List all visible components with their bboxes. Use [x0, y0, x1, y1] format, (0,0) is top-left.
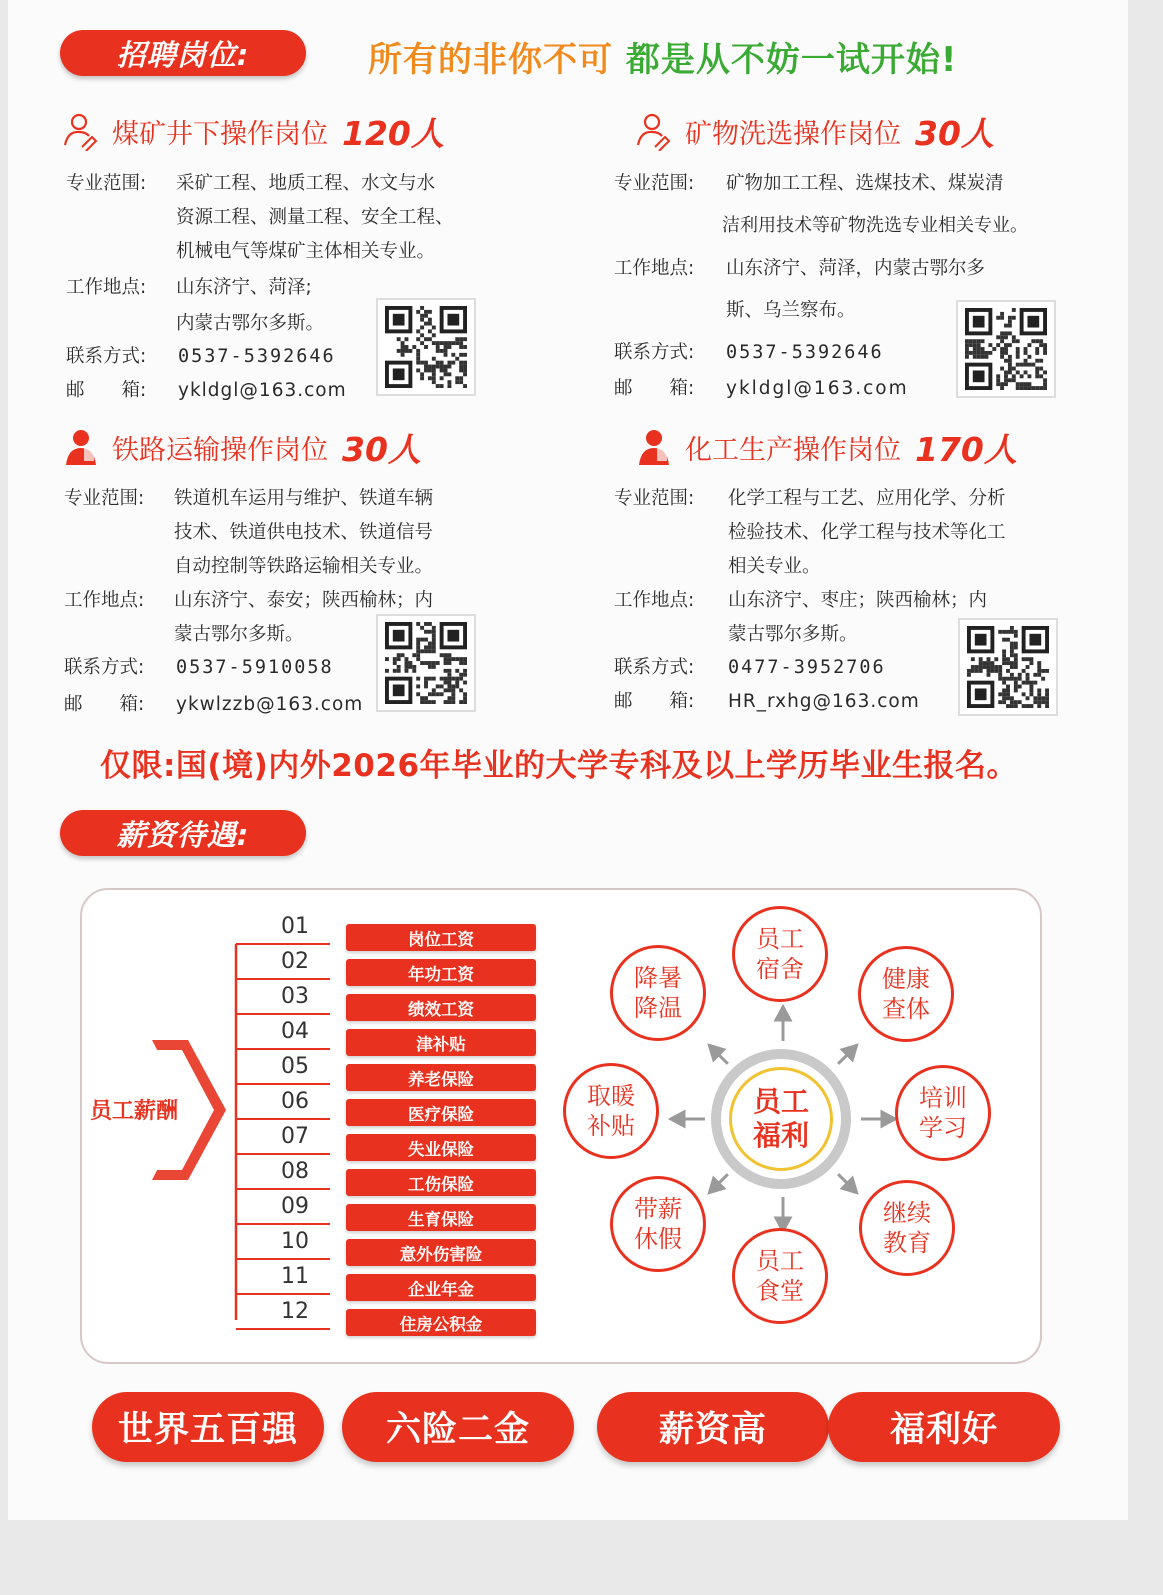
- email-label: 邮 箱:: [64, 694, 145, 715]
- person-filled-icon: [633, 427, 675, 467]
- contact-label: 联系方式:: [64, 657, 145, 678]
- job-card-chemical: [633, 424, 1128, 470]
- welfare-item-label: 员工食堂: [756, 1247, 804, 1305]
- salary-item-number: 05: [281, 1054, 309, 1079]
- welfare-center: [711, 1049, 851, 1189]
- contact-label: 联系方式:: [66, 346, 147, 367]
- slogan-part-b: 都是从不妨一试开始!: [625, 40, 958, 80]
- slogan-part-a: 所有的非你不可: [368, 40, 613, 80]
- job-title-row: [60, 108, 560, 154]
- salary-item-number: 01: [281, 914, 309, 939]
- welfare-item-label: 带薪休假: [634, 1195, 682, 1253]
- salary-item-label: 医疗保险: [346, 1099, 536, 1126]
- major-line: 采矿工程、地质工程、水文与水: [176, 173, 436, 194]
- qr-code-icon: [956, 300, 1056, 398]
- major-line: 化学工程与工艺、应用化学、分析: [728, 488, 1006, 509]
- location-line: 山东济宁、菏泽，内蒙古鄂尔多: [726, 258, 986, 279]
- job-title-row: [633, 424, 1128, 470]
- job-title-row: [60, 424, 560, 470]
- salary-item-label: 意外伤害险: [346, 1239, 536, 1266]
- arrow-head: [882, 1112, 895, 1126]
- contact-phone: 0537-5392646: [178, 346, 336, 367]
- job-name: 化工生产操作岗位: [685, 434, 901, 466]
- contact-label: 联系方式:: [614, 657, 695, 678]
- salary-item-number: 10: [281, 1229, 309, 1254]
- major-label: 专业范围:: [614, 488, 695, 509]
- welfare-item: [859, 1180, 955, 1276]
- welfare-item: [858, 946, 954, 1042]
- qr-code-icon: [958, 618, 1058, 716]
- salary-item-number: 12: [281, 1299, 309, 1324]
- salary-item-label: 绩效工资: [346, 994, 536, 1021]
- location-line: 蒙古鄂尔多斯。: [174, 624, 304, 645]
- major-label: 专业范围:: [66, 173, 147, 194]
- salary-item-number: 09: [281, 1194, 309, 1219]
- welfare-item-label: 培训学习: [919, 1084, 967, 1142]
- major-line: 资源工程、测量工程、安全工程、: [176, 207, 454, 228]
- welfare-center-label: 员工福利: [752, 1085, 809, 1152]
- email-address: ykwlzzb@163.com: [176, 694, 364, 715]
- highlight-pill: 薪资高: [597, 1392, 829, 1462]
- salary-label: 员工薪酬: [90, 1099, 179, 1124]
- email-label: 邮 箱:: [66, 380, 147, 401]
- salary-item-number: 02: [281, 949, 309, 974]
- welfare-item: [610, 1176, 706, 1272]
- salary-item-label: 养老保险: [346, 1064, 536, 1091]
- email-label: 邮 箱:: [614, 691, 695, 712]
- location-label: 工作地点:: [614, 590, 695, 611]
- arrow-head: [776, 1007, 790, 1020]
- location-label: 工作地点:: [64, 590, 145, 611]
- qr-code-icon: [376, 298, 476, 396]
- email-address: ykldgl@163.com: [726, 378, 909, 399]
- major-line: 检验技术、化学工程与技术等化工: [728, 522, 1006, 543]
- salary-item-label: 生育保险: [346, 1204, 536, 1231]
- location-line: 蒙古鄂尔多斯。: [728, 624, 858, 645]
- job-card-coal-mine: [60, 108, 560, 154]
- job-count: 120人: [342, 113, 444, 153]
- highlight-pill: 六险二金: [342, 1392, 574, 1462]
- welfare-item-label: 健康查体: [882, 965, 930, 1023]
- location-label: 工作地点:: [614, 258, 695, 279]
- job-name: 铁路运输操作岗位: [112, 434, 328, 466]
- email-address: ykldgl@163.com: [178, 380, 347, 401]
- location-line: 山东济宁、枣庄；陕西榆林；内: [728, 590, 988, 611]
- contact-phone: 0537-5910058: [176, 657, 334, 678]
- major-line: 洁利用技术等矿物洗选专业相关专业。: [722, 215, 1028, 236]
- location-line: 内蒙古鄂尔多斯。: [176, 313, 325, 334]
- person-filled-icon: [60, 427, 102, 467]
- salary-item-number: 07: [281, 1124, 309, 1149]
- contact-phone: 0477-3952706: [728, 657, 886, 678]
- welfare-item-label: 取暖补贴: [587, 1082, 635, 1140]
- major-label: 专业范围:: [64, 488, 145, 509]
- section-header-salary: [60, 810, 306, 856]
- section-header-salary-text: 薪资待遇:: [116, 817, 250, 852]
- major-label: 专业范围:: [614, 173, 695, 194]
- contact-phone: 0537-5392646: [726, 342, 884, 363]
- salary-item-label: 失业保险: [346, 1134, 536, 1161]
- location-line: 山东济宁、泰安；陕西榆林；内: [174, 590, 434, 611]
- major-line: 矿物加工工程、选煤技术、煤炭清: [726, 173, 1004, 194]
- slogan: [368, 32, 957, 81]
- welfare-item: [563, 1063, 659, 1159]
- location-line: 斯、乌兰察布。: [726, 300, 856, 321]
- job-name: 矿物洗选操作岗位: [685, 118, 901, 150]
- job-count: 170人: [915, 429, 1017, 469]
- person-outline-icon: [60, 111, 102, 151]
- welfare-item: [732, 1228, 828, 1324]
- contact-label: 联系方式:: [614, 342, 695, 363]
- highlight-pill: 世界五百强: [92, 1392, 324, 1462]
- welfare-item-label: 降暑降温: [634, 964, 682, 1022]
- major-line: 自动控制等铁路运输相关专业。: [174, 556, 434, 577]
- salary-item-number: 08: [281, 1159, 309, 1184]
- highlight-pill: 福利好: [828, 1392, 1060, 1462]
- eligibility-notice: 仅限:国(境)内外2026年毕业的大学专科及以上学历毕业生报名。: [100, 748, 1019, 784]
- major-line: 相关专业。: [728, 556, 821, 577]
- qr-code-icon: [376, 614, 476, 712]
- welfare-item: [610, 945, 706, 1041]
- arrow-head: [671, 1112, 684, 1126]
- salary-item-label: 津补贴: [346, 1029, 536, 1056]
- job-name: 煤矿井下操作岗位: [112, 118, 328, 150]
- job-title-row: [633, 108, 1128, 154]
- recruitment-flyer: [8, 0, 1128, 1520]
- email-address: HR_rxhg@163.com: [728, 691, 920, 712]
- major-line: 技术、铁道供电技术、铁道信号: [174, 522, 434, 543]
- salary-item-number: 04: [281, 1019, 309, 1044]
- job-card-railway: [60, 424, 560, 470]
- salary-item-label: 企业年金: [346, 1274, 536, 1301]
- section-header-recruit: [60, 30, 306, 76]
- welfare-item-label: 员工宿舍: [756, 925, 804, 983]
- salary-item-number: 03: [281, 984, 309, 1009]
- job-count: 30人: [342, 429, 421, 469]
- job-card-mineral-washing: [633, 108, 1128, 154]
- salary-item-number: 11: [281, 1264, 309, 1289]
- salary-item-number: 06: [281, 1089, 309, 1114]
- location-label: 工作地点:: [66, 277, 147, 298]
- major-line: 铁道机车运用与维护、铁道车辆: [174, 488, 434, 509]
- salary-item-label: 年功工资: [346, 959, 536, 986]
- salary-item-label: 住房公积金: [346, 1309, 536, 1336]
- welfare-center-ring: [729, 1067, 833, 1171]
- welfare-item: [895, 1065, 991, 1161]
- section-header-recruit-text: 招聘岗位:: [116, 37, 250, 72]
- salary-item-label: 岗位工资: [346, 924, 536, 951]
- location-line: 山东济宁、菏泽;: [176, 277, 312, 298]
- job-count: 30人: [915, 113, 994, 153]
- salary-item-label: 工伤保险: [346, 1169, 536, 1196]
- welfare-item-label: 继续教育: [883, 1199, 931, 1257]
- welfare-item: [732, 906, 828, 1002]
- email-label: 邮 箱:: [614, 378, 695, 399]
- person-outline-icon: [633, 111, 675, 151]
- major-line: 机械电气等煤矿主体相关专业。: [176, 241, 436, 262]
